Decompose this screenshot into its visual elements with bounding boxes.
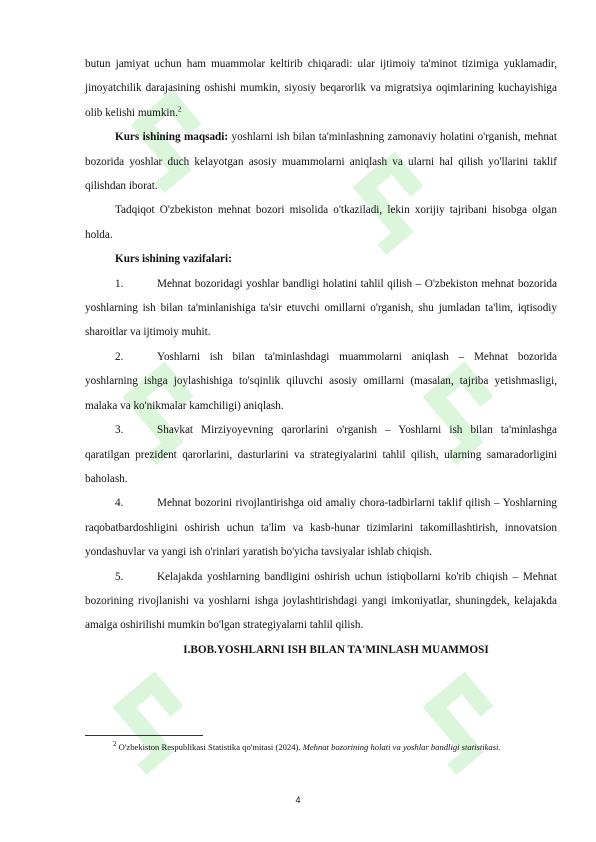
intro-paragraph: butun jamiyat uchun ham muammolar keltirib chiqaradi: ular ijtimoiy ta'minot tizimiga yuklamadir, jinoyatchilik darajasining oshishi mumkin, siyosiy beqarorlik va migratsiya oqimlarining kuchayishiga olib kelishi mumkin.$^2$ [85,58,557,119]
body-text [85,52,557,662]
list-item [85,491,557,564]
goal-label: Kurs ishining maqsadi: [115,131,229,144]
footnote-ref[interactable]: 2 [177,105,182,114]
page-number: 4 [295,795,301,805]
list-item-text: Kelajakda yoshlarning bandligini oshirish uchun istiqbollarni ko'rib chiqish – Mehnat bozorining rivojlanishi va yoshlarni ishga joylashtirishdagi yangi imkoniyatlar, shuningdek, kelajakda amalga oshirilishi mumkin bo'lgan strategiyalarni tahlil qilish. [85,570,557,632]
list-item-number: 5. [115,570,124,583]
watermark-logo-icon [90,640,240,790]
research-paragraph: Tadqiqot O'zbekiston mehnat bozori misolida o'tkaziladi, lekin xorijiy tajribani hisobga olgan holda. [85,204,557,241]
chapter-heading: I.BOB.YOSHLARNI ISH BILAN TA'MINLASH MUAMMOSI [183,643,489,656]
list-item-number: 1. [115,277,124,290]
footnote-text: O'zbekiston Respublikasi Statistika qo'mitasi (2024). [116,742,303,752]
goal-paragraph [85,125,557,198]
goal-text: yoshlarni ish bilan ta'minlashning zamonaviy holatini o'rganish, mehnat bozorida yoshlar duch kelayotgan asosiy muammolarni aniqlash va ularni hal qilish yo'llarini taklif qilishdan iborat. [85,131,558,193]
list-item-text: Mehnat bozorini rivojlantirishga oid amaliy chora-tadbirlarni taklif qilish – Yoshlarning raqobatbardoshligini oshirish uchun ta'lim va kasb-hunar tizimlarini takomillashtirish, innovatsion yondashuvlar va yangi ish o'rinlari yaratish bo'yicha tavsiyalar ishlab chiqish. [85,497,557,559]
list-item [85,418,557,491]
list-item-number: 3. [115,424,124,437]
list-item-text: Shavkat Mirziyoyevning qarorlarini o'rganish – Yoshlarni ish bilan ta'minlashga qaratilgan prezident qarorlarini, dasturlarini va strategiyalarini tahlil qilish, ularning samaradorligini baholash. [85,424,557,485]
list-item [85,272,557,345]
footnote-title: Mehnat bozorining holati va yoshlar bandligi statistikasi. [302,742,501,752]
watermark-logo-icon [400,640,550,790]
list-item [85,345,557,418]
list-item [85,565,557,638]
footnote-number: 2 [113,740,117,749]
footnote-divider [85,735,203,736]
list-item-text: Mehnat bozoridagi yoshlar bandligi holatini tahlil qilish – O'zbekiston mehnat bozorida yoshlarning ish bilan ta'minlanishiga ta'sir etuvchi omillarni o'rganish, shu jumladan ta'lim, iqtisodiy sharoitlar va ijtimoiy muhit. [85,277,557,339]
tasks-label: Kurs ishining vazifalari: [115,253,232,266]
list-item-text: Yoshlarni ish bilan ta'minlashdagi muammolarni aniqlash – Mehnat bozorida yoshlarning ishga joylashishiga to'sqinlik qiluvchi asosiy omillarni (masalan, tajriba yetishmasligi, malaka va ko'nikmalar kamchiligi) aniqlash. [85,350,557,412]
list-item-number: 4. [115,497,124,510]
footnote [85,741,557,754]
list-item-number: 2. [115,350,124,363]
